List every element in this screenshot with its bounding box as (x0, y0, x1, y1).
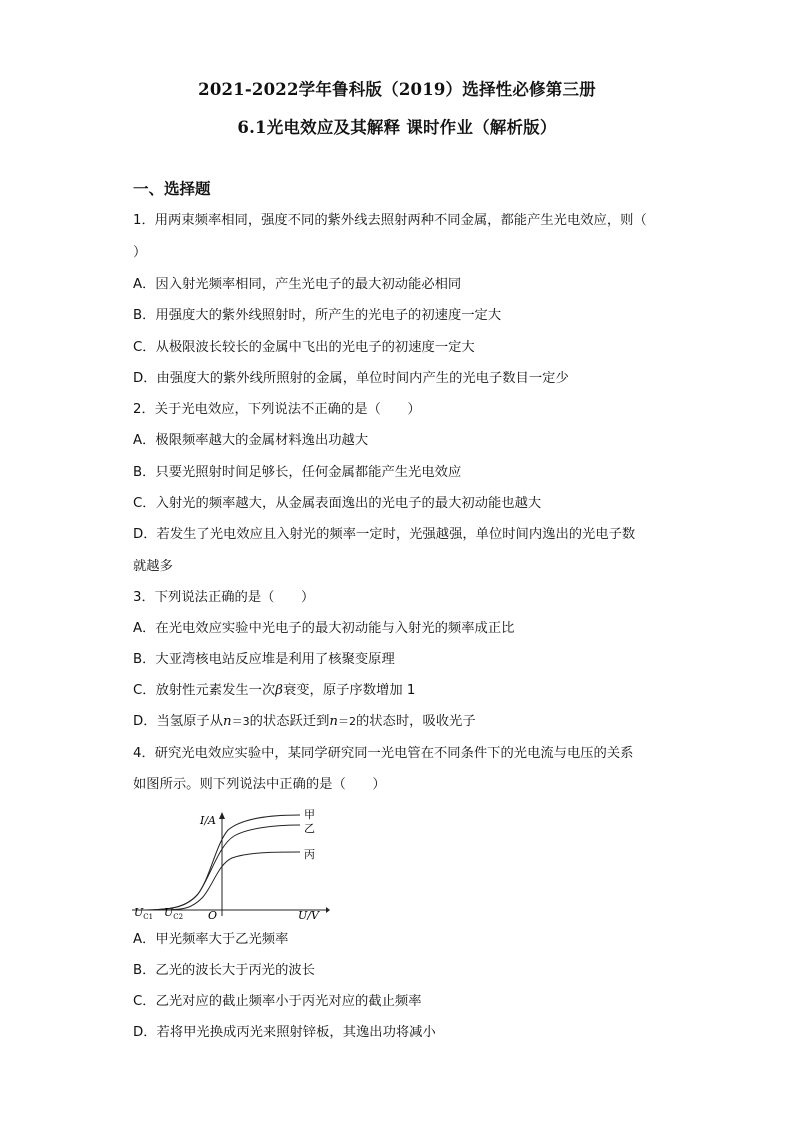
q3-option-d-suffix: 的状态时，吸收光子 (355, 714, 476, 729)
x-axis-arrow-icon (326, 907, 330, 913)
y-axis-arrow-icon (219, 812, 225, 819)
curve-label-bing: 丙 (304, 848, 315, 861)
q3-stem: 3．下列说法正确的是（ ） (133, 590, 315, 605)
q3-option-a: A．在光电效应实验中光电子的最大初动能与入射光的频率成正比 (133, 621, 515, 636)
q3-option-d-prefix: D．当氢原子从 (133, 714, 224, 729)
uc1-label: $U_{C1}$ (134, 906, 154, 920)
q2-option-a: A．极限频率越大的金属材料逸出功越大 (133, 433, 369, 448)
q2-option-d: D．若发生了光电效应且入射光的频率一定时，光强越强，单位时间内逸出的光电子数 (133, 527, 636, 542)
q3-option-b: B．大亚湾核电站反应堆是利用了核聚变原理 (133, 652, 395, 667)
q3-option-d (133, 714, 476, 730)
q4-stem-line-1: 4．研究光电效应实验中，某同学研究同一光电管在不同条件下的光电流与电压的关系 (133, 746, 634, 761)
curve-label-yi: 乙 (304, 822, 315, 835)
document-title-line-1: 2021-2022学年鲁科版（2019）选择性必修第三册 (198, 80, 596, 99)
q2-option-d-continued: 就越多 (133, 559, 173, 574)
q3-option-d-equals-3: ＝3 (231, 715, 250, 728)
q3-option-c-suffix: 衰变，原子序数增加 1 (282, 683, 416, 698)
curve-yi (140, 825, 300, 910)
beta-symbol: β (275, 683, 283, 698)
origin-label: O (208, 909, 218, 920)
q1-option-b: B．用强度大的紫外线照射时，所产生的光电子的初速度一定大 (133, 308, 502, 323)
q4-stem-line-2: 如图所示。则下列说法中正确的是（ ） (133, 777, 386, 792)
q1-stem-line-2: ） (133, 245, 147, 260)
q4-option-a: A．甲光频率大于乙光频率 (133, 932, 289, 947)
q3-option-d-equals-2: ＝2 (337, 715, 356, 728)
curve-label-jia: 甲 (304, 808, 315, 821)
q2-option-b: B．只要光照射时间足够长，任何金属都能产生光电效应 (133, 465, 462, 480)
y-axis-label: I/A (200, 814, 216, 827)
q1-option-d: D．由强度大的紫外线所照射的金属，单位时间内产生的光电子数目一定少 (133, 371, 569, 386)
n-variable: n (223, 714, 232, 729)
q2-option-c: C．入射光的频率越大，从金属表面逸出的光电子的最大初动能也越大 (133, 496, 542, 511)
section-heading: 一、选择题 (133, 179, 211, 198)
curve-jia (140, 815, 300, 910)
uc2-label: $U_{C2}$ (164, 906, 184, 920)
document-title-line-2: 6.1光电效应及其解释 课时作业（解析版） (237, 118, 557, 137)
photocurrent-voltage-figure (130, 804, 330, 920)
q3-option-c-prefix: C．放射性元素发生一次 (133, 683, 276, 698)
q4-option-d: D．若将甲光换成丙光来照射锌板，其逸出功将减小 (133, 1025, 436, 1040)
x-axis-label: U/V (298, 909, 319, 920)
q1-option-c: C．从极限波长较长的金属中飞出的光电子的初速度一定大 (133, 340, 475, 355)
curve-bing (160, 852, 300, 910)
q4-option-b: B．乙光的波长大于丙光的波长 (133, 963, 315, 978)
q4-option-c: C．乙光对应的截止频率小于丙光对应的截止频率 (133, 994, 422, 1009)
q1-option-a: A．因入射光频率相同，产生光电子的最大初动能必相同 (133, 277, 462, 292)
q2-stem: 2．关于光电效应，下列说法不正确的是（ ） (133, 402, 421, 417)
q3-option-d-middle: 的状态跃迁到 (249, 714, 330, 729)
q1-stem-line-1: 1．用两束频率相同，强度不同的紫外线去照射两种不同金属，都能产生光电效应，则（ (133, 213, 647, 228)
q3-option-c (133, 683, 415, 699)
n-variable: n (329, 714, 338, 729)
